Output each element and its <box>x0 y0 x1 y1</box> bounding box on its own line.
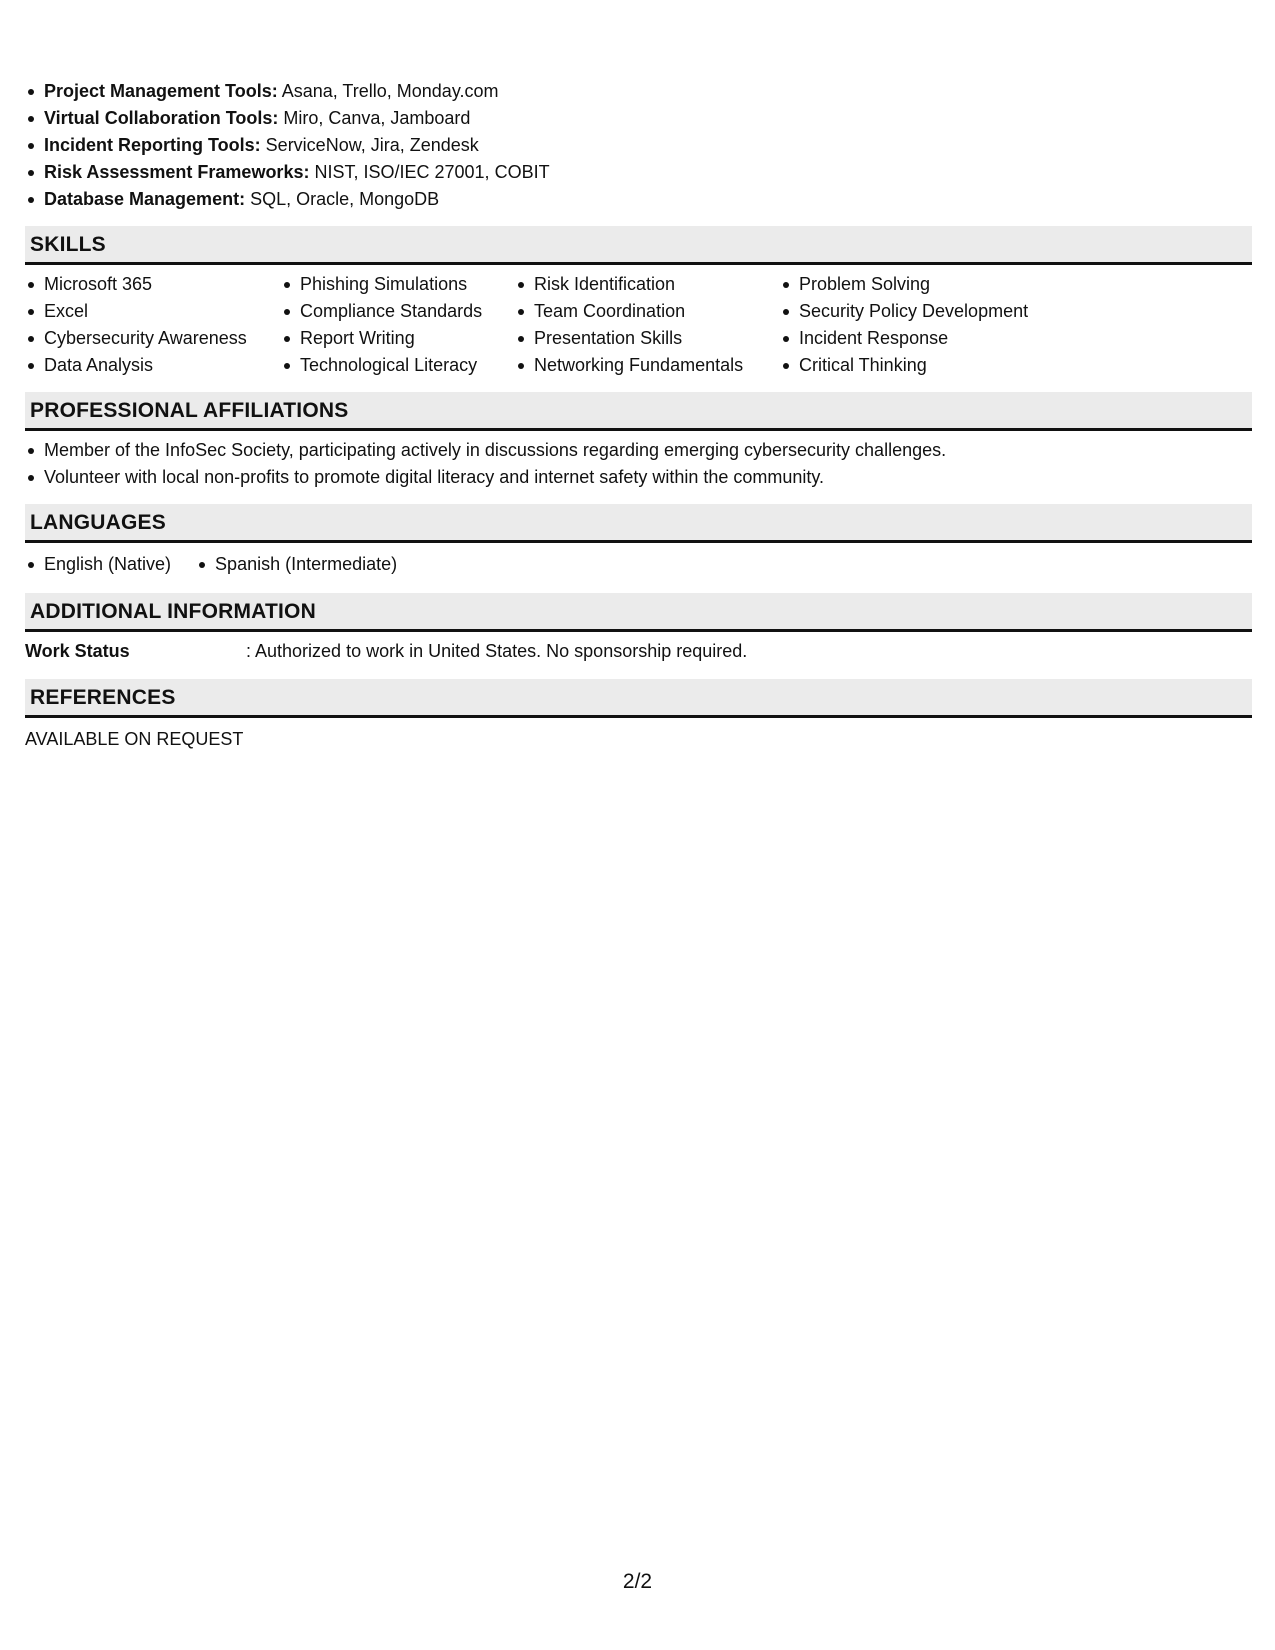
work-status-value: : Authorized to work in United States. No sponsorship required. <box>246 641 748 661</box>
tool-value: Miro, Canva, Jamboard <box>283 108 471 128</box>
work-status-label: Work Status <box>25 641 130 661</box>
skill-item: Phishing Simulations <box>281 271 515 298</box>
list-item <box>25 159 1252 186</box>
languages-list <box>25 551 1252 578</box>
language-item: English (Native) <box>25 551 171 578</box>
tools-list <box>25 78 1252 213</box>
page-number: 2/2 <box>622 1570 653 1593</box>
references-text: AVAILABLE ON REQUEST <box>25 729 244 749</box>
tool-value: NIST, ISO/IEC 27001, COBIT <box>314 162 550 182</box>
references-section-header: REFERENCES <box>25 679 1252 718</box>
skill-item: Networking Fundamentals <box>515 352 780 379</box>
affiliations-list <box>25 437 1252 491</box>
tool-label: Database Management: <box>44 189 246 209</box>
language-item: Spanish (Intermediate) <box>196 551 397 578</box>
skill-item: Problem Solving <box>780 271 1080 298</box>
skill-item: Technological Literacy <box>281 352 515 379</box>
skill-item: Excel <box>25 298 281 325</box>
list-item <box>25 186 1252 213</box>
resume-page <box>25 78 1252 753</box>
skills-column <box>515 271 780 379</box>
tool-label: Risk Assessment Frameworks: <box>44 162 310 182</box>
languages-section-header: LANGUAGES <box>25 504 1252 543</box>
tool-value: SQL, Oracle, MongoDB <box>250 189 440 209</box>
tool-value: ServiceNow, Jira, Zendesk <box>265 135 479 155</box>
skill-item: Risk Identification <box>515 271 780 298</box>
tool-label: Project Management Tools: <box>44 81 278 101</box>
affiliations-section-header: PROFESSIONAL AFFILIATIONS <box>25 392 1252 431</box>
skill-item: Incident Response <box>780 325 1080 352</box>
skills-column <box>25 271 281 379</box>
additional-info-section-header: ADDITIONAL INFORMATION <box>25 593 1252 632</box>
tool-value: Asana, Trello, Monday.com <box>281 81 499 101</box>
affiliation-item: Volunteer with local non-profits to promote digital literacy and internet safety within the community. <box>25 464 1252 491</box>
skill-item: Cybersecurity Awareness <box>25 325 281 352</box>
list-item <box>25 132 1252 159</box>
skill-item: Microsoft 365 <box>25 271 281 298</box>
skill-item: Compliance Standards <box>281 298 515 325</box>
tool-label: Virtual Collaboration Tools: <box>44 108 279 128</box>
list-item <box>25 78 1252 105</box>
skill-item: Security Policy Development <box>780 298 1080 325</box>
skills-grid <box>25 271 1252 379</box>
work-status-row <box>25 638 1252 665</box>
skill-item: Critical Thinking <box>780 352 1080 379</box>
skill-item: Team Coordination <box>515 298 780 325</box>
list-item <box>25 105 1252 132</box>
skills-section-header: SKILLS <box>25 226 1252 265</box>
skills-column <box>780 271 1080 379</box>
affiliation-item: Member of the InfoSec Society, participating actively in discussions regarding emerging cybersecurity challenges. <box>25 437 1252 464</box>
skill-item: Presentation Skills <box>515 325 780 352</box>
skill-item: Report Writing <box>281 325 515 352</box>
tool-label: Incident Reporting Tools: <box>44 135 261 155</box>
skill-item: Data Analysis <box>25 352 281 379</box>
skills-column <box>281 271 515 379</box>
